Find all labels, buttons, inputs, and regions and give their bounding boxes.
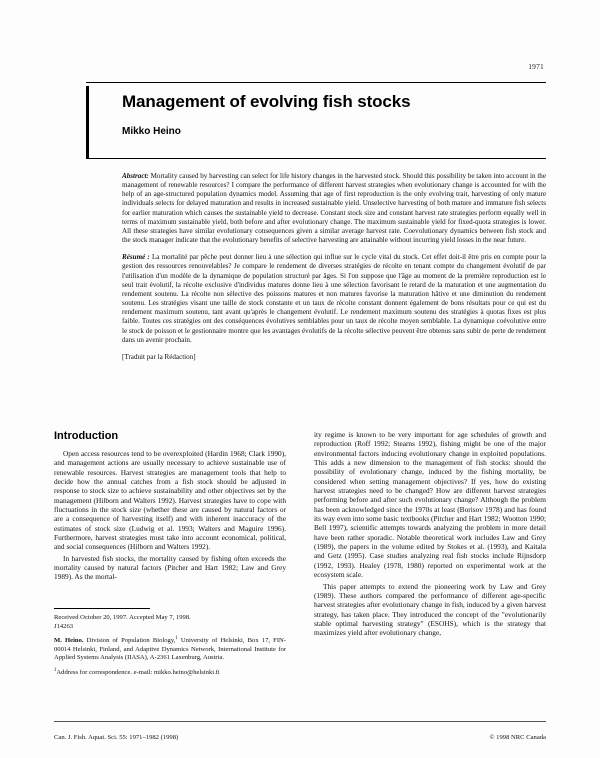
section-heading-introduction: Introduction [54, 430, 119, 442]
abstract-block [122, 172, 546, 362]
footnote-received [54, 614, 286, 631]
footer-rule [54, 721, 546, 722]
footnote-block [54, 614, 286, 677]
intro-paragraph-2: In harvested fish stocks, the mortality caused by fishing often exceeds the mortality caused by natural factors (Pitcher and Hart 1982; Law and Grey 1989). As the mortal- [54, 553, 286, 582]
right-paragraph-2: This paper attempts to extend the pioneering work by Law and Grey (1989). These authors compared the performance of different age-specific harvest strategies after evolutionary change in fish, induced by a given harvest strategy, has taken place. They introduced the concept of the "evolutionarily stable optimal harvesting strategy" (ESOHS), which is the strategy that maximizes yield after evolutionary change, [314, 581, 546, 638]
footnote-affiliation-marker: 1 [175, 636, 178, 641]
abstract-french [122, 253, 546, 345]
footnote-correspondence-marker: 1 [54, 667, 57, 673]
abstract-text-en: Mortality caused by harvesting can select for life history changes in the harvested stock. Should this possibility be taken into account in the management of renewable resources? I compare the performance of different harvest strategies when evolutionary change is accounted for with the help of an age-structured population dynamics model. Assuming that age of first reproduction is the only evolving trait, harvesting of only mature individuals selects for delayed maturation and results in increased sustainable yield. Unselective harvesting of both mature and immature fish selects for earlier maturation which causes the sustainable yield to decrease. Constant stock size and constant harvest rate strategies perform equally well in terms of maximum sustainable yield, both before and after evolutionary change. The maximum sustainable yield for fixed-quota strategies is lower. All these strategies have similar evolutionary consequences given a similar average harvest rate. Coevolutionary dynamics between fish stock and the stock manager indicate that the evolutionary benefits of selective harvesting are attainable without incurring yield losses in the near future. [122, 172, 546, 245]
column-right [314, 430, 546, 640]
right-paragraph-1: ity regime is known to be very important for age schedules of growth and reproduction (Roff 1992; Stearns 1992), fishing might be one of the major environmental factors inducing evolutionary change in exploited populations. This adds a new dimension to the management of fish stocks: should the possibility of evolutionary change, induced by the fishing mortality, be considered when setting management objectives? If yes, how do existing harvest strategies need to be changed? How are different harvest strategies performing before and after such evolutionary change? Although the problem has been acknowledged since the 1970s at least (Borisov 1978) and has found its way even into some basic textbooks (Pitcher and Hart 1982; Wootton 1990; Bell 1997), scientific attempts towards analyzing the problem in more detail have been rather sporadic. Notable theoretical work includes Law and Grey (1989), the papers in the volume edited by Stokes et al. (1993), and Kaitala and Getz (1995). Case studies analyzing real fish stocks include Rijnsdorp (1992, 1993). Healey (1978, 1980) reported on experimental work at the ecosystem scale. [314, 430, 546, 580]
footnote-rule [54, 608, 150, 609]
footnote-author-affiliation: Division of Population Biology, [83, 637, 176, 645]
title-rule [86, 158, 546, 159]
footer-citation: Can. J. Fish. Aquat. Sci. 55: 1971–1982 (1998) [54, 734, 179, 741]
footnote-author-address [54, 635, 286, 663]
footnote-received-text: Received October 20, 1997. Accepted May 7, 1998. [54, 614, 191, 621]
footer-copyright: © 1998 NRC Canada [489, 734, 546, 741]
translator-note: [Traduit par la Rédaction] [122, 352, 196, 361]
abstract-text-fr: La mortalité par pêche peut donner lieu à une sélection qui influe sur le cycle vital du stock. Cet effet doit-il être pris en compte pour la gestion des ressources renouvelables? Je compare le rendement de diverses stratégies de récolte en tenant compte du changement évolutif de par l'utilisation d'un modèle de la dynamique de population structuré par âges. Si l'on suppose que l'âge au moment de la première reproduction est le seul trait évolutif, la récolte exclusive d'individus matures donne lieu à une sélection favorisant le retard de la maturation et une augmentation du rendement soutenu. La récolte non sélective des poissons matures et non matures favorise la maturation hâtive et une diminution du rendement soutenu. Les stratégies visant une taille de stock constante et un taux de récolte constant donnent également de bons résultats pour ce qui est du rendement maximum soutenu, tant avant qu'après le changement évolutif. Le rendement maximum soutenu des stratégies à quotas fixes est plus faible. Toutes ces stratégies ont des conséquences évolutives semblables pour un taux de récolte moyen semblable. La dynamique coévolutive entre le stock de poisson et le gestionnaire montre que les avantages évolutifs de la récolte sélective peuvent être obtenus sans subir de perte de rendement dans un avenir prochain. [122, 253, 547, 344]
footnote-correspondence [54, 667, 286, 678]
page-title: Management of evolving fish stocks [122, 92, 411, 111]
abstract-label-en: Abstract: [122, 172, 149, 180]
body-columns [54, 430, 546, 716]
column-left [54, 430, 286, 676]
abstract-english [122, 172, 546, 245]
author-name: Mikko Heino [122, 126, 181, 137]
abstract-label-fr: Résumé : [122, 253, 150, 262]
header-rule [86, 82, 546, 83]
footnote-author-affiliation-rest: University of Helsinki, Box 17, FIN-00014 Helsinki, Finland, and Adaptive Dynamics Network, International Institute for Applied Systems Analysis (IIASA), A-2361 Laxenburg, Austria. [54, 637, 286, 662]
intro-paragraph-1: Open access resources tend to be overexploited (Hardin 1968; Clark 1990), and management actions are usually necessary to achieve sustainable use of renewable resources. Harvest strategies are management tools that help to decide how the annual catches from a fish stock should be adjusted in response to stock size to achieve sustainability and other objectives set by the management (Hilborn and Walters 1992). Harvest strategies have to cope with fluctuations in the stock size (whether these are caused by natural factors or are a consequence of harvesting itself) and with inherent inaccuracy of the estimates of stock size (Ludwig et al. 1993; Walters and Maguire 1996). Furthermore, harvest strategies must take into account economical, political, and social consequences (Hilborn and Walters 1992). [54, 449, 286, 552]
footnote-author-name: M. Heino. [54, 637, 84, 645]
page-folio: 1971 [528, 62, 544, 71]
footnote-correspondence-text: Address for correspondence. e-mail: mikko.heino@helsinki.fi [56, 668, 220, 676]
footnote-manuscript-id: J14263 [54, 622, 74, 630]
title-vertical-bar [86, 86, 89, 158]
